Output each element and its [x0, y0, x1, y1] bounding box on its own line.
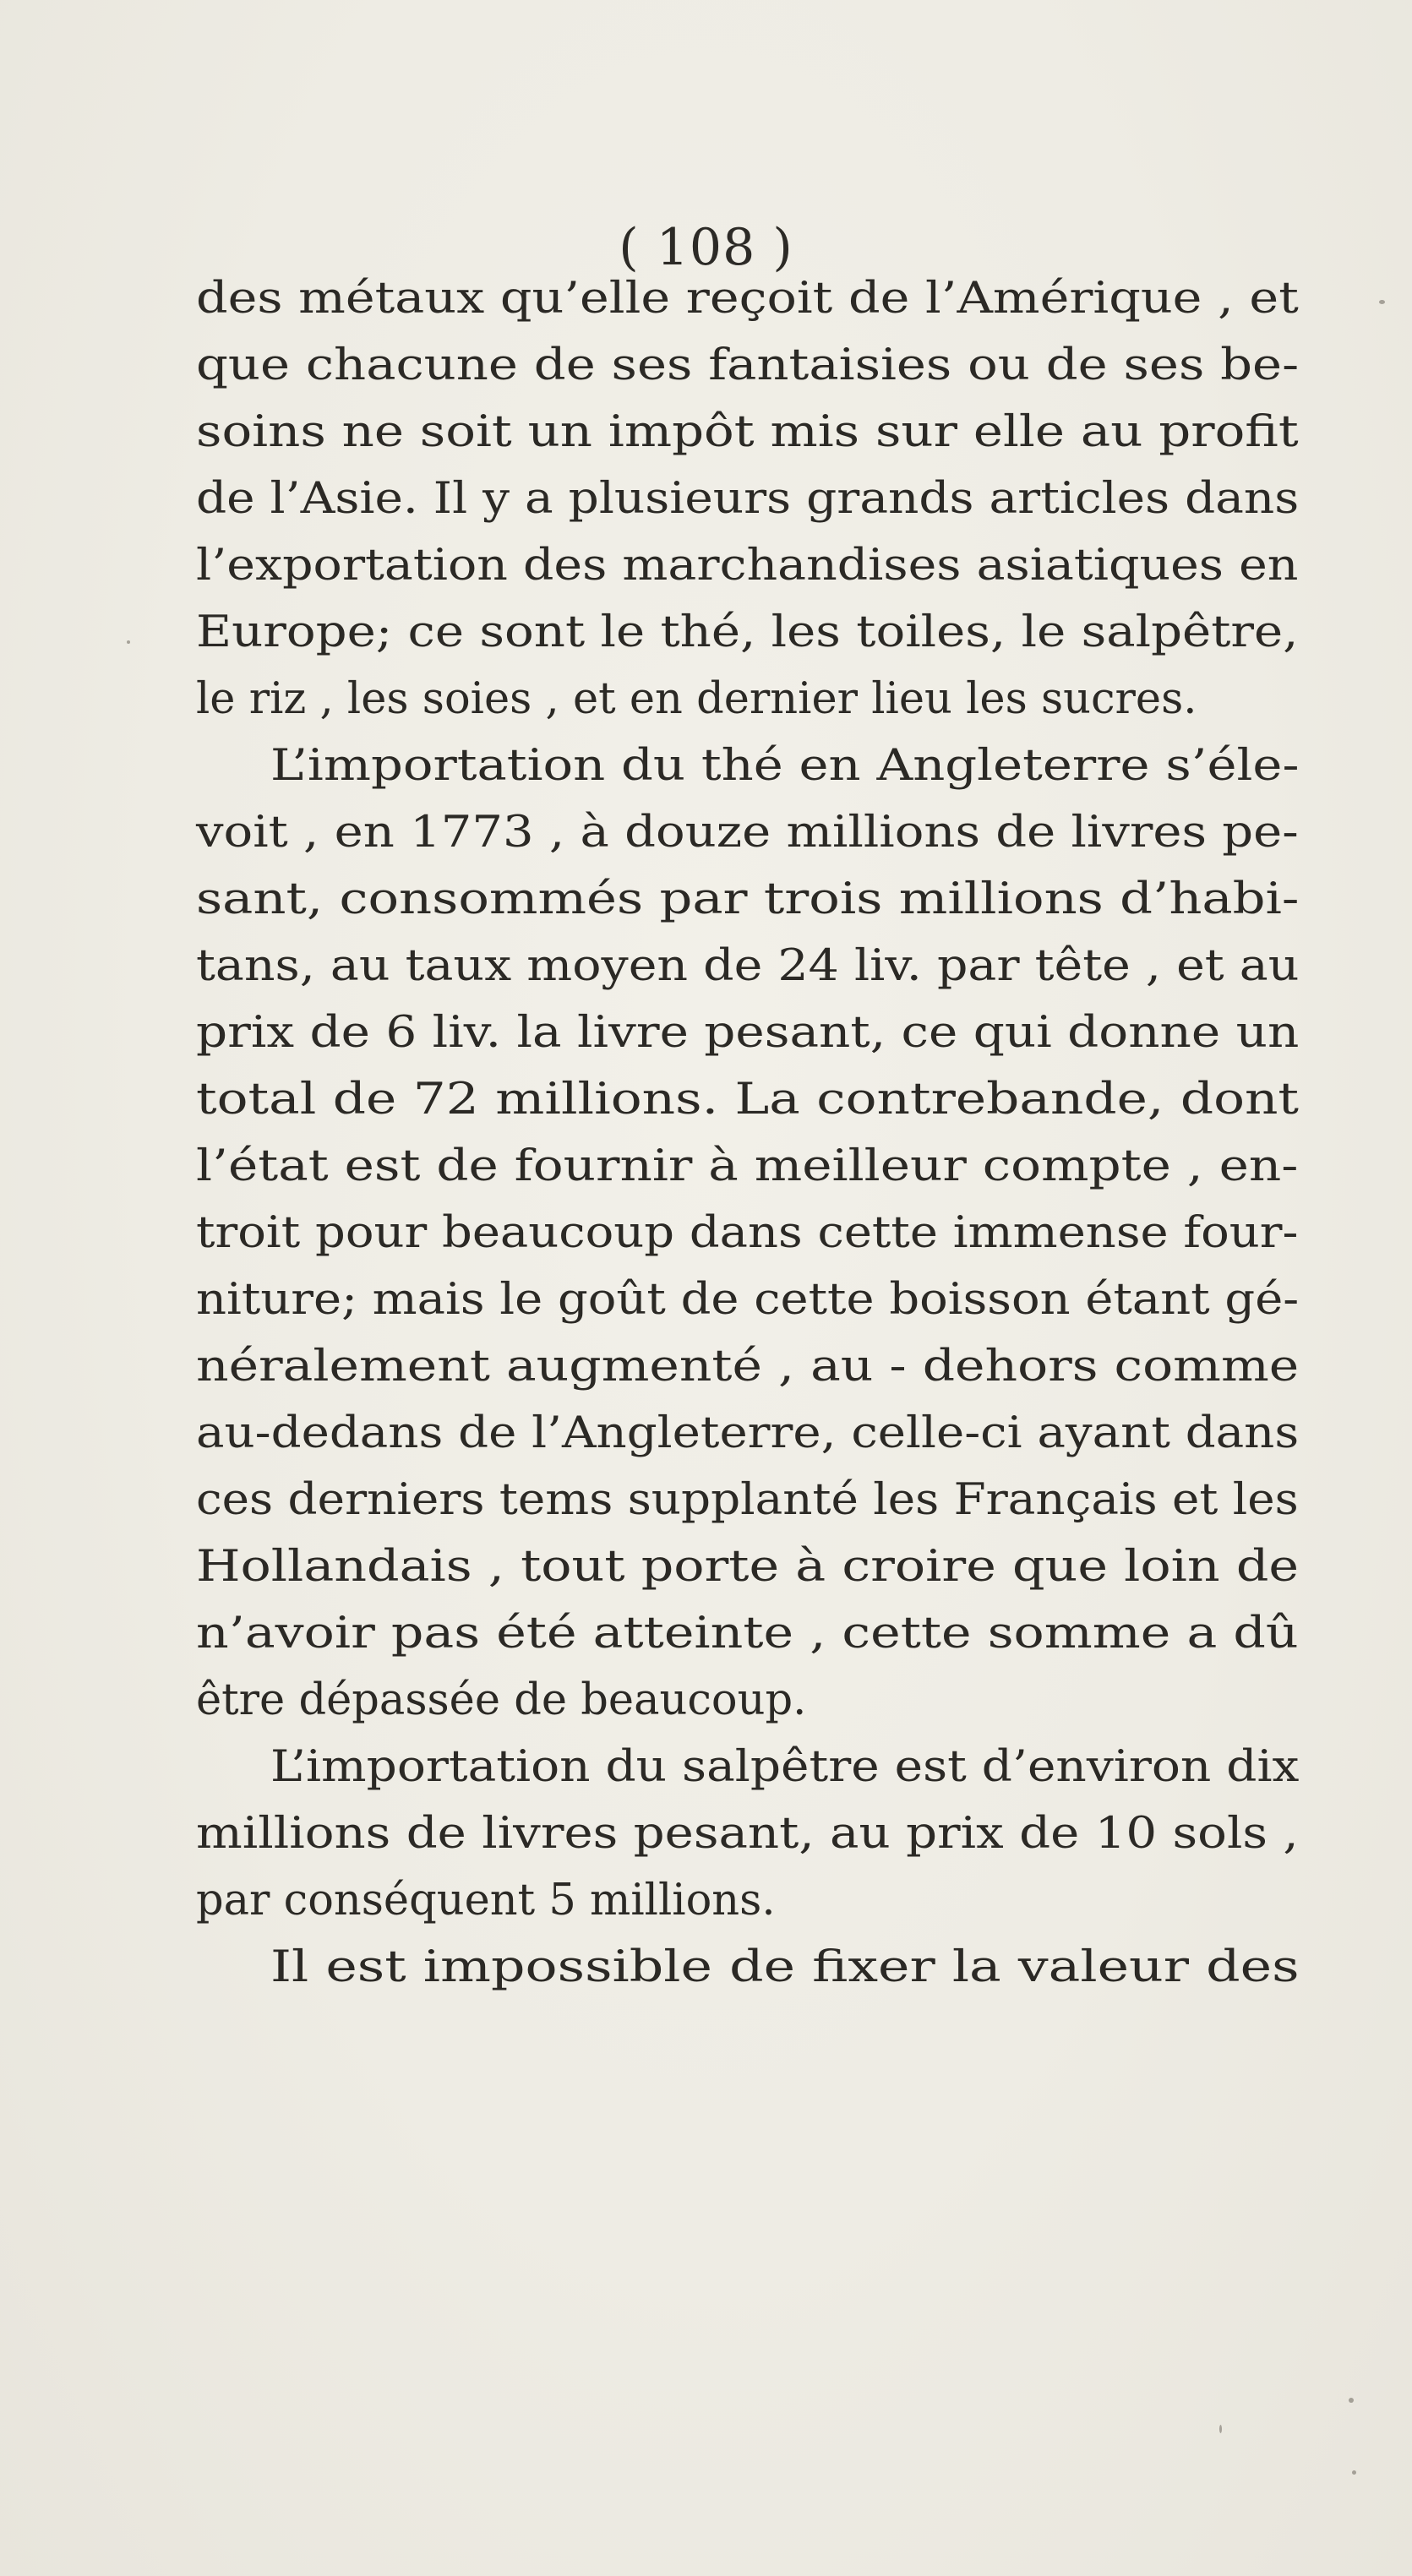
text-line: être dépassée de beaucoup.	[196, 1675, 807, 1725]
paper-speck	[1219, 2425, 1222, 2433]
paragraph-start-line: L’importation du thé en Angleterre s’éle-	[270, 741, 1300, 791]
text-line: sant, consommés par trois millions d’habi-	[196, 874, 1300, 924]
text-line: ces derniers tems supplanté les Français et les	[196, 1475, 1299, 1525]
paper-speck	[127, 640, 130, 644]
text-line: le riz , les soies , et en dernier lieu les sucres.	[196, 674, 1197, 724]
text-line: total de 72 millions. La contrebande, dont	[196, 1075, 1300, 1125]
text-line: de l’Asie. Il y a plusieurs grands articles dans	[196, 474, 1300, 524]
paragraph-start-line: Il est impossible de fixer la valeur des	[270, 1942, 1300, 1992]
paragraph-start-line: L’importation du salpêtre est d’environ dix	[270, 1742, 1300, 1792]
text-line: tans, au taux moyen de 24 liv. par tête , et au	[196, 941, 1300, 991]
text-line: millions de livres pesant, au prix de 10 sols ,	[196, 1809, 1299, 1859]
text-line: soins ne soit un impôt mis sur elle au profit	[196, 407, 1299, 457]
text-line: néralement augmenté , au - dehors comme	[196, 1342, 1300, 1391]
text-line: niture; mais le goût de cette boisson étant gé-	[196, 1275, 1300, 1325]
page-number: ( 108 )	[619, 218, 793, 277]
paper-speck	[1352, 2470, 1356, 2475]
text-line: n’avoir pas été atteinte , cette somme a dû	[196, 1609, 1299, 1658]
text-line: Europe; ce sont le thé, les toiles, le salpêtre,	[196, 607, 1299, 657]
text-line: prix de 6 liv. la livre pesant, ce qui donne un	[196, 1008, 1300, 1058]
text-line: par conséquent 5 millions.	[196, 1876, 776, 1925]
text-line: l’exportation des marchandises asiatiques en	[196, 541, 1299, 591]
paper-speck	[1379, 300, 1385, 304]
text-line: que chacune de ses fantaisies ou de ses be-	[196, 340, 1300, 390]
paper-speck	[1349, 2398, 1354, 2403]
text-line: des métaux qu’elle reçoit de l’Amérique , et	[196, 274, 1299, 324]
text-line: au-dedans de l’Angleterre, celle-ci ayant dans	[196, 1408, 1300, 1458]
text-line: troit pour beaucoup dans cette immense four-	[196, 1208, 1299, 1258]
text-line: Hollandais , tout porte à croire que loin de	[196, 1542, 1300, 1592]
text-line: voit , en 1773 , à douze millions de livres pe-	[196, 808, 1299, 858]
text-line: l’état est de fournir à meilleur compte , en-	[196, 1141, 1299, 1191]
